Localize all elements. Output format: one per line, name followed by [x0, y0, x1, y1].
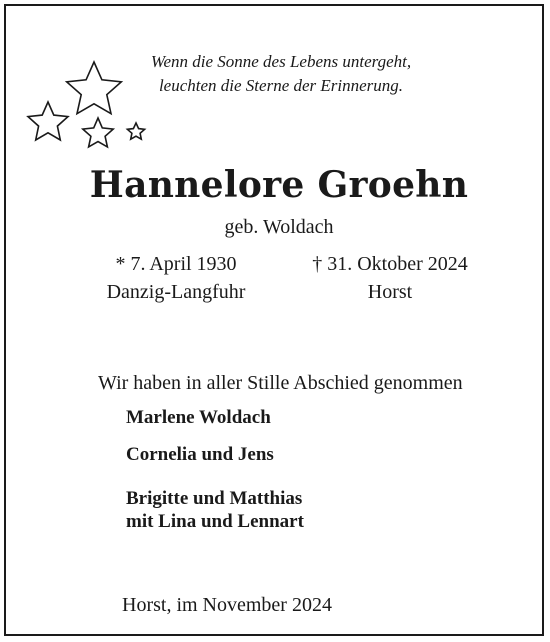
obituary-frame: [4, 4, 544, 636]
farewell-intro: Wir haben in aller Stille Abschied genommen: [98, 372, 463, 394]
deceased-name: Hannelore Groehn: [89, 164, 469, 206]
star-icon: [83, 118, 113, 147]
star-icon: [127, 123, 144, 139]
birth-info: [76, 250, 276, 306]
death-info: [290, 250, 490, 306]
mourner-name: Cornelia und Jens: [126, 444, 274, 465]
mourner-name: Marlene Woldach: [126, 407, 271, 428]
birth-date: * 7. April 1930: [115, 253, 237, 275]
death-place: Horst: [367, 281, 413, 303]
birth-place: Danzig-Langfuhr: [106, 281, 246, 303]
motto-line: Wenn die Sonne des Lebens untergeht,: [150, 52, 412, 71]
maiden-name: geb. Woldach: [224, 216, 334, 238]
mourner-name: Brigitte und Matthias: [126, 488, 303, 509]
mourner-name: mit Lina und Lennart: [126, 511, 304, 532]
star-icon: [67, 62, 122, 114]
death-date: † 31. Oktober 2024: [312, 253, 468, 275]
star-icon: [28, 102, 68, 140]
motto-line: leuchten die Sterne der Erinnerung.: [158, 76, 404, 95]
mourner-entry: [126, 406, 486, 429]
motto-quote: [126, 50, 436, 98]
place-and-date: Horst, im November 2024: [122, 594, 332, 616]
mourner-entry: [126, 487, 486, 533]
mourner-entry: [126, 443, 486, 466]
